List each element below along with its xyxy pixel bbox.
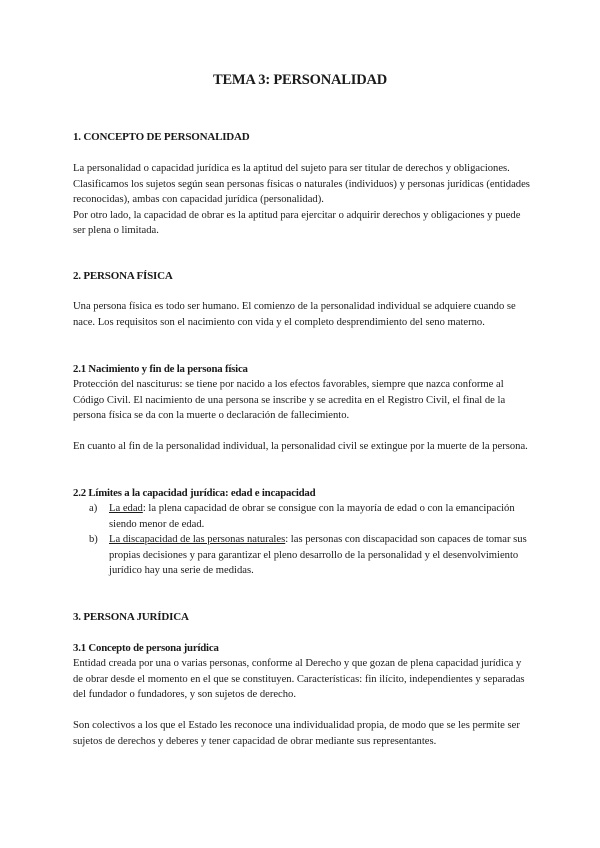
subsection-heading-limites: 2.2 Límites a la capacidad jurídica: edad e incapacidad <box>73 487 316 499</box>
subsection-heading-concepto-juridica: 3.1 Concepto de persona jurídica <box>73 642 219 654</box>
list-text: : las personas con discapacidad son capaces de tomar sus propias decisiones y para garantizar el pleno desarrollo de la personalidad y el desenvolvimiento jurídico hay una serie de medidas. <box>109 534 527 577</box>
subsection-body-concepto-juridica <box>73 656 533 703</box>
list-item <box>73 532 533 579</box>
section-heading-persona-fisica: 2. PERSONA FÍSICA <box>73 270 173 282</box>
subsection-body-nacimiento <box>73 377 533 424</box>
paragraph: Protección del nasciturus: se tiene por nacido a los efectos favorables, siempre que nazca conforme al Código Civil. El nacimiento de una persona se inscribe y se acredita en el Registro Civil, el final de la persona física se da con la muerte o declaración de fallecimiento. <box>73 379 506 422</box>
subsection-body-fin <box>73 439 533 455</box>
subsection-body-colectivos <box>73 718 533 749</box>
list-marker: b) <box>89 534 98 546</box>
paragraph: Entidad creada por una o varias personas, conforme al Derecho y que gozan de plena capacidad jurídica y de obrar desde el momento en el que se constituyen. Características: fin ilícito, independientes y separadas del fundador o fundadores, y son sujetos de derecho. <box>73 658 525 701</box>
list-text: : la plena capacidad de obrar se consigue con la mayoría de edad o con la emancipación siendo menor de edad. <box>109 503 515 530</box>
page-title: TEMA 3: PERSONALIDAD <box>212 72 388 88</box>
list-item <box>73 501 533 532</box>
list-marker: a) <box>89 503 98 514</box>
section-heading-concepto: 1. CONCEPTO DE PERSONALIDAD <box>73 131 250 143</box>
section-heading-persona-juridica: 3. PERSONA JURÍDICA <box>73 611 189 623</box>
paragraph: Por otro lado, la capacidad de obrar es la aptitud para ejercitar o adquirir derechos y obligaciones y puede ser plena o limitada. <box>73 209 521 237</box>
section-body-persona-fisica <box>73 299 533 330</box>
paragraph: En cuanto al fin de la personalidad individual, la personalidad civil se extingue por la muerte de la persona. <box>73 441 528 452</box>
paragraph: Una persona física es todo ser humano. El comienzo de la personalidad individual se adquiere cuando se nace. Los requisitos son el nacimiento con vida y el completo desprendimiento del seno materno. <box>73 301 516 328</box>
section-body-concepto <box>73 161 533 239</box>
limits-list <box>73 501 533 579</box>
subsection-heading-nacimiento: 2.1 Nacimiento y fin de la persona física <box>73 363 248 375</box>
paragraph: La personalidad o capacidad jurídica es la aptitud del sujeto para ser titular de derechos y obligaciones. Clasificamos los sujetos según sean personas físicas o naturales (individuos) y personas jurídicas (entidades reconocidas), ambas con capacidad jurídica (personalidad). <box>73 163 530 206</box>
list-term: La discapacidad de las personas naturales <box>109 534 286 546</box>
list-term: La edad <box>109 503 143 514</box>
paragraph: Son colectivos a los que el Estado les reconoce una individualidad propia, de modo que se les permite ser sujetos de derechos y deberes y tener capacidad de obrar mediante sus representantes. <box>73 720 520 747</box>
